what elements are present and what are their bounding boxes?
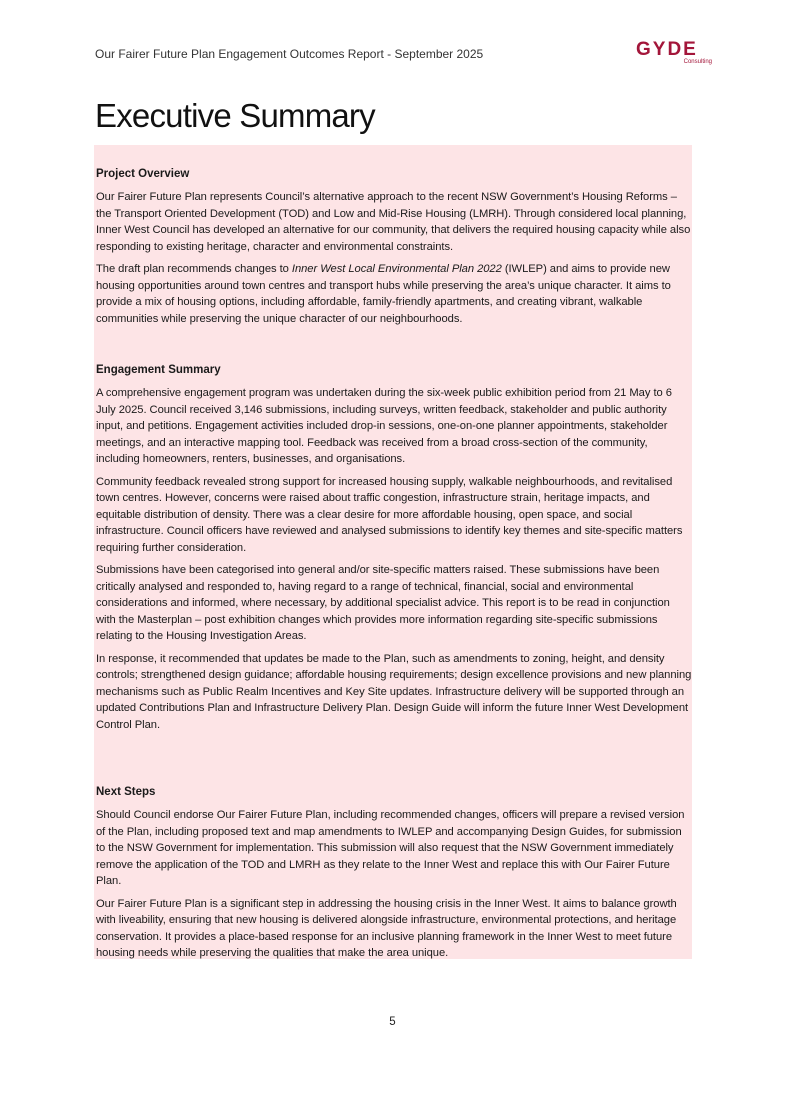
logo-wordmark: GYDE bbox=[636, 39, 698, 60]
paragraph: Submissions have been categorised into general and/or site-specific matters raised. These submissions have been critically analysed and responded to, having regard to a range of technical, financial, social and environmental considerations and informed, where necessary, by additional specialist advice. This report is to be read in conjunction with the Masterplan – post exhibition changes which provides more information regarding site-specific submissions relating to the Housing Investigation Areas. bbox=[96, 564, 670, 642]
executive-summary-box bbox=[94, 145, 692, 959]
page-title: Executive Summary bbox=[95, 97, 375, 134]
paragraph: Community feedback revealed strong support for increased housing supply, walkable neighbourhoods, and revitalised town centres. However, concerns were raised about traffic congestion, infrastructure strain, heritage impacts, and equitable distribution of density. There was a clear desire for more affordable housing, open space, and social infrastructure. Council officers have reviewed and analysed submissions to identify key themes and site-specific matters requiring further consideration. bbox=[96, 475, 683, 554]
logo-subtext: Consulting bbox=[683, 59, 712, 65]
paragraph: In response, it recommended that updates be made to the Plan, such as amendments to zoning, height, and density controls; strengthened design guidance; affordable housing requirements; design excellence provisions and new planning mechanisms such as Public Realm Incentives and Key Site updates. Infrastructure delivery will be supported through an updated Contributions Plan and Infrastructure Delivery Plan. Design Guide will inform the future Inner West Development Control Plan. bbox=[96, 652, 692, 731]
paragraph-text: (IWLEP) and aims to provide new housing opportunities around town centres and transport hubs while preserving the area’s unique character. It aims to provide a mix of housing options, including affordable, family-friendly apartments, and creating vibrant, walkable communities while preserving the unique character of our neighbourhoods. bbox=[96, 263, 671, 325]
project-overview-section bbox=[96, 167, 692, 333]
paragraph: A comprehensive engagement program was undertaken during the six-week public exhibition period from 21 May to 6 July 2025. Council received 3,146 submissions, including surveys, written feedback, stakeholder and public authority input, and petitions. Engagement activities included drop-in sessions, one-on-one planner appointments, stakeholder meetings, and an interactive mapping tool. Feedback was received from a broad cross-section of the community, including homeowners, renters, businesses, and organisations. bbox=[96, 387, 672, 465]
paragraph: Our Fairer Future Plan represents Council’s alternative approach to the recent NSW Government’s Housing Reforms – the Transport Oriented Development (TOD) and Low and Mid-Rise Housing (LMRH). Through considered local planning, Inner West Council has developed an alternative for our community, that delivers the required housing capacity while also responding to existing heritage, character and environmental constraints. bbox=[96, 191, 691, 253]
paragraph bbox=[96, 261, 692, 327]
plan-name-italic: Inner West Local Environmental Plan 2022 bbox=[291, 263, 502, 275]
engagement-summary-section bbox=[96, 363, 692, 739]
report-header-title: Our Fairer Future Plan Engagement Outcomes Report - September 2025 bbox=[95, 47, 484, 61]
section-heading: Next Steps bbox=[96, 786, 156, 798]
next-steps-section bbox=[96, 785, 692, 968]
paragraph: Our Fairer Future Plan is a significant step in addressing the housing crisis in the Inner West. It aims to balance growth with liveability, ensuring that new housing is delivered alongside infrastructure, environmental protections, and heritage conservation. It provides a place-based response for an inclusive planning framework in the Inner West to meet future housing needs while preserving the qualities that make the area unique. bbox=[96, 897, 677, 959]
page-number: 5 bbox=[389, 1016, 396, 1028]
section-heading: Project Overview bbox=[96, 168, 190, 180]
section-heading: Engagement Summary bbox=[96, 364, 221, 376]
gyde-logo bbox=[636, 40, 726, 68]
paragraph-text: The draft plan recommends changes to bbox=[96, 263, 292, 275]
paragraph: Should Council endorse Our Fairer Future Plan, including recommended changes, officers will prepare a revised version of the Plan, including proposed text and map amendments to IWLEP and accompanying Design Guides, for submission to the NSW Government for implementation. This submission will also request that the NSW Government immediately remove the application of the TOD and LMRH as they relate to the Inner West and replace this with Our Fairer Future Plan. bbox=[96, 809, 685, 887]
